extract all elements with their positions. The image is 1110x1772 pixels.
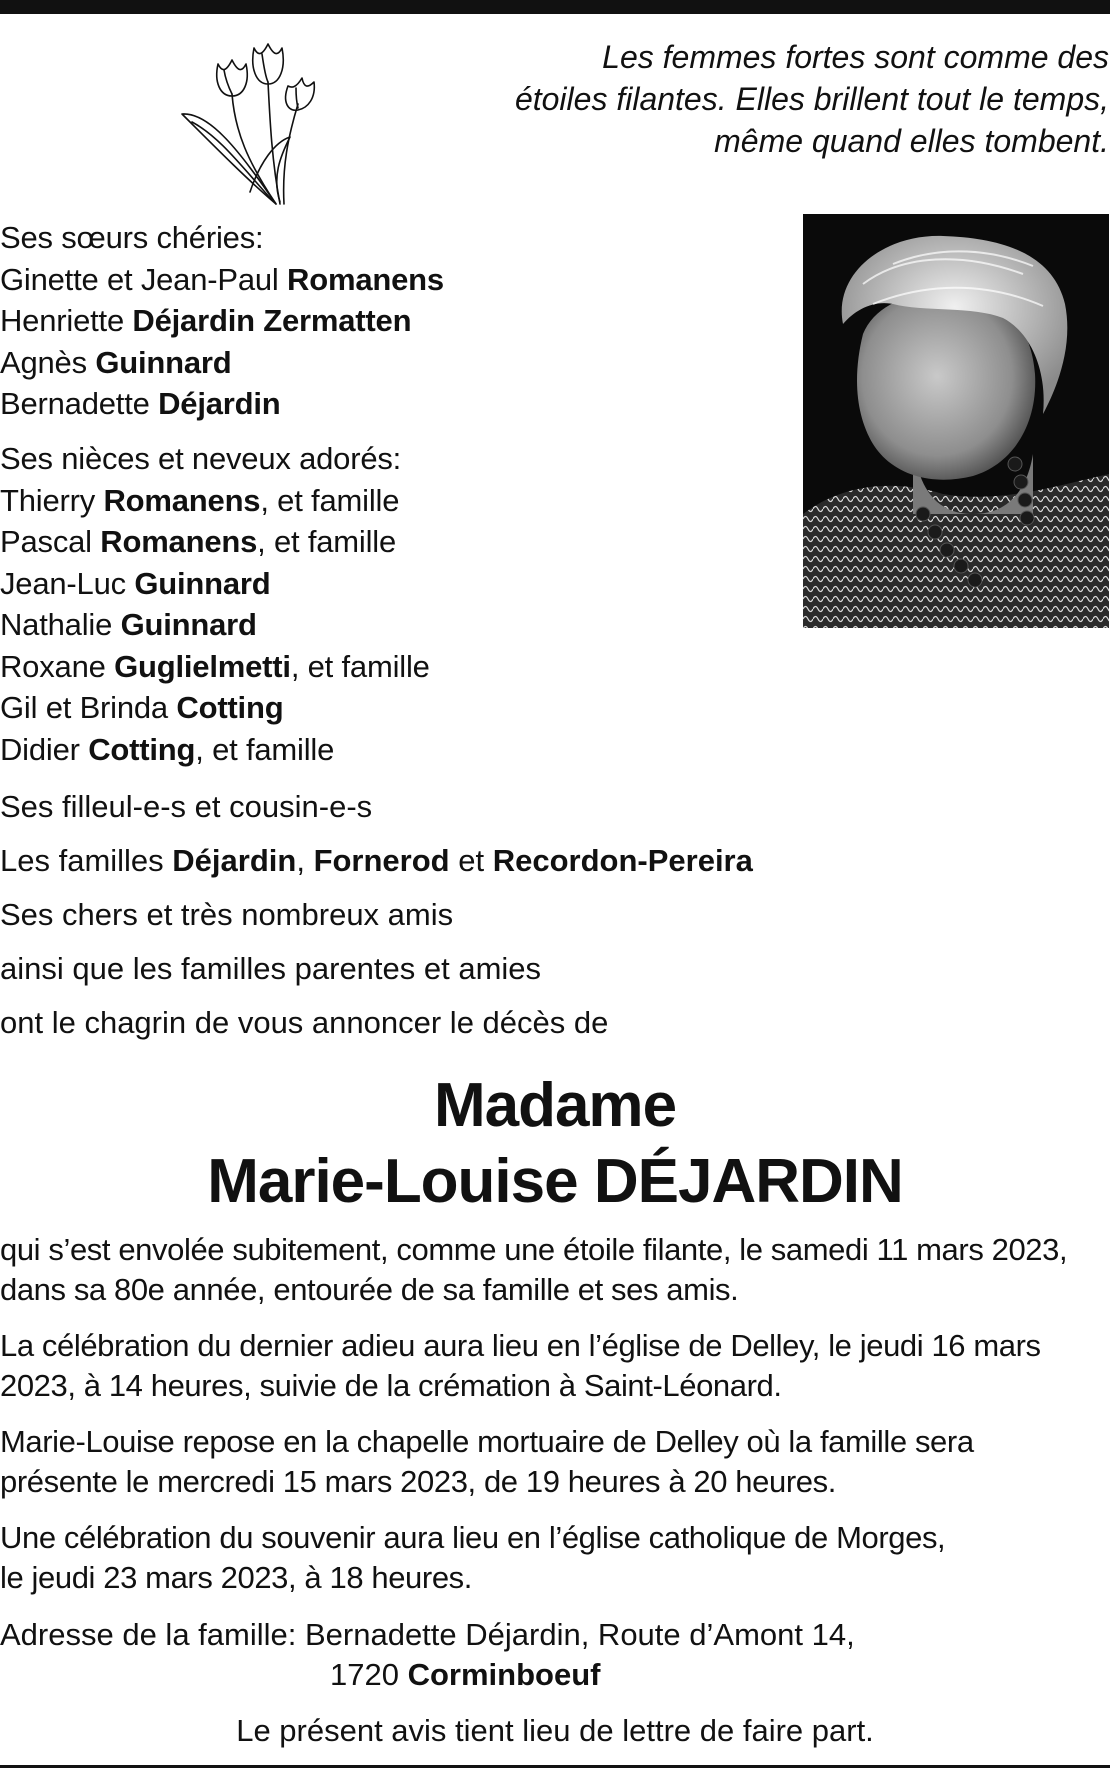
deceased-honorific: Madame <box>433 1071 677 1140</box>
family-member: Bernadette Déjardin <box>0 386 281 421</box>
family-address: Adresse de la famille: Bernadette Déjardin, Route d’Amont 14, <box>0 1617 855 1652</box>
family-member: Ginette et Jean-Paul Romanens <box>0 261 444 297</box>
family-member: Nathalie Guinnard <box>0 607 257 642</box>
paragraph-line: le jeudi 23 mars 2023, à 18 heures. <box>0 1560 472 1595</box>
paragraph-line: Marie-Louise repose en la chapelle mortuaire de Delley où la famille sera <box>0 1424 974 1459</box>
paragraph-chapel <box>0 1422 1110 1502</box>
bottom-rule <box>0 1765 1110 1768</box>
relatives-line: ainsi que les familles parentes et amies <box>0 951 542 986</box>
epigraph-quote <box>469 36 1109 162</box>
family-member: Didier Cotting, et famille <box>0 731 335 767</box>
family-member: Roxane Guglielmetti, et famille <box>0 648 430 684</box>
tulips-icon <box>180 42 340 210</box>
portrait-image <box>803 214 1109 628</box>
family-member: Jean-Luc Guinnard <box>0 565 271 601</box>
family-member: Thierry Romanens, et famille <box>0 482 400 518</box>
quote-line: Les femmes fortes sont comme des <box>602 39 1109 75</box>
paragraph-memorial <box>0 1518 1110 1598</box>
quote-line: étoiles filantes. Elles brillent tout le temps, <box>514 81 1109 117</box>
friends-line: Ses chers et très nombreux amis <box>0 897 454 932</box>
godchildren-line: Ses filleul-e-s et cousin-e-s <box>0 789 373 824</box>
family-member: Agnès Guinnard <box>0 344 232 380</box>
sisters-heading: Ses sœurs chéries: <box>0 220 264 255</box>
paragraph-line: La célébration du dernier adieu aura lieu en l’église de Delley, le jeudi 16 mars <box>0 1328 1041 1363</box>
portrait-photo <box>803 214 1109 628</box>
nieces-nephews-list <box>0 438 430 770</box>
family-member: Henriette Déjardin Zermatten <box>0 303 412 338</box>
announce-line: ont le chagrin de vous annoncer le décès de <box>0 1005 609 1040</box>
paragraph-ceremony <box>0 1326 1110 1406</box>
family-member: Pascal Romanens, et famille <box>0 524 397 559</box>
families-line: Les familles Déjardin, Fornerod et Recordon-Pereira <box>0 843 753 878</box>
quote-line: même quand elles tombent. <box>714 123 1109 159</box>
paragraph-passing <box>0 1230 1110 1310</box>
top-rule <box>0 0 1110 14</box>
paragraph-line: Une célébration du souvenir aura lieu en l’église catholique de Morges, <box>0 1520 946 1555</box>
paragraph-line: présente le mercredi 15 mars 2023, de 19 heures à 20 heures. <box>0 1464 836 1499</box>
sisters-list <box>0 217 444 425</box>
paragraph-line: qui s’est envolée subitement, comme une étoile filante, le samedi 11 mars 2023, <box>0 1232 1068 1267</box>
nieces-heading: Ses nièces et neveux adorés: <box>0 441 402 476</box>
paragraph-line: dans sa 80e année, entourée de sa famille et ses amis. <box>0 1272 739 1307</box>
deceased-name: Marie-Louise DÉJARDIN <box>207 1147 903 1216</box>
paragraph-line: 2023, à 14 heures, suivie de la crémation à Saint-Léonard. <box>0 1368 782 1403</box>
closing-note: Le présent avis tient lieu de lettre de faire part. <box>236 1713 874 1748</box>
family-address-city: 1720 Corminboeuf <box>330 1657 601 1692</box>
family-member: Gil et Brinda Cotting <box>0 690 284 725</box>
